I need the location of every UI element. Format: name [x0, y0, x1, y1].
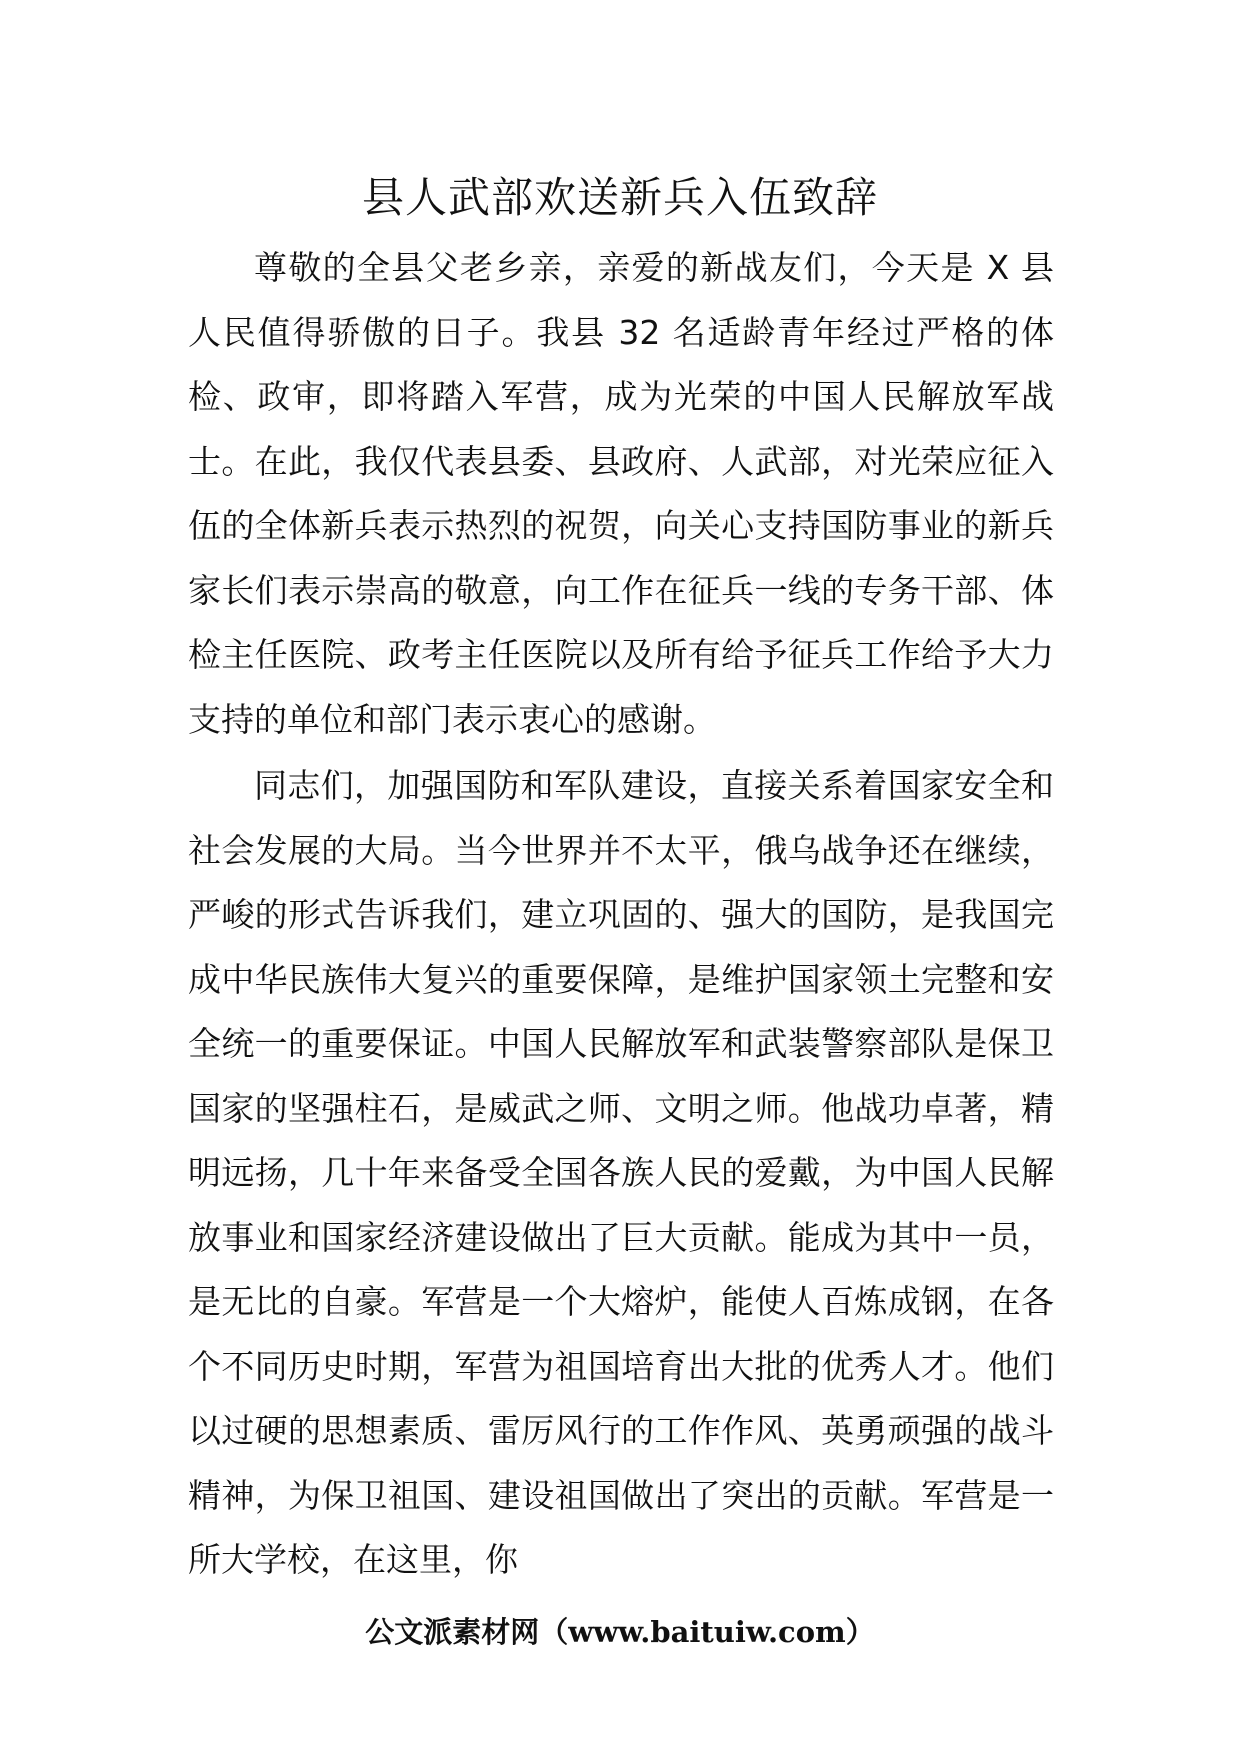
paragraph-2: 同志们，加强国防和军队建设，直接关系着国家安全和社会发展的大局。当今世界并不太平，俄乌战争还在继续，严峻的形式告诉我们，建立巩固的、强大的国防，是我国完成中华民族伟大复兴的重要保障，是维护国家领土完整和安全统一的重要保证。中国人民解放军和武装警察部队是保卫国家的坚强柱石，是威武之师、文明之师。他战功卓著，精明远扬，几十年来备受全国各族人民的爱戴，为中国人民解放事业和国家经济建设做出了巨大贡献。能成为其中一员，是无比的自豪。军营是一个大熔炉，能使人百炼成钢，在各个不同历史时期，军营为祖国培育出大批的优秀人才。他们以过硬的思想素质、雷厉风行的工作作风、英勇顽强的战斗精神，为保卫祖国、建设祖国做出了突出的贡献。军营是一所大学校，在这里，你: [188, 766, 1054, 1579]
footer-watermark: 公文派素材网（www.baituiw.com）: [365, 1615, 875, 1649]
paragraph-1: 尊敬的全县父老乡亲，亲爱的新战友们，今天是 X 县人民值得骄傲的日子。我县 32 名适龄青年经过严格的体检、政审，即将踏入军营，成为光荣的中国人民解放军战士。在此，我仅代表县委、县政府、人武部，对光荣应征入伍的全体新兵表示热烈的祝贺，向关心支持国防事业的新兵家长们表示崇高的敬意，向工作在征兵一线的专务干部、体检主任医院、政考主任医院以及所有给予征兵工作给予大力支持的单位和部门表示衷心的感谢。: [188, 248, 1054, 739]
document-body: [188, 236, 1054, 1593]
document-title: 县人武部欢送新兵入伍致辞: [361, 173, 878, 222]
